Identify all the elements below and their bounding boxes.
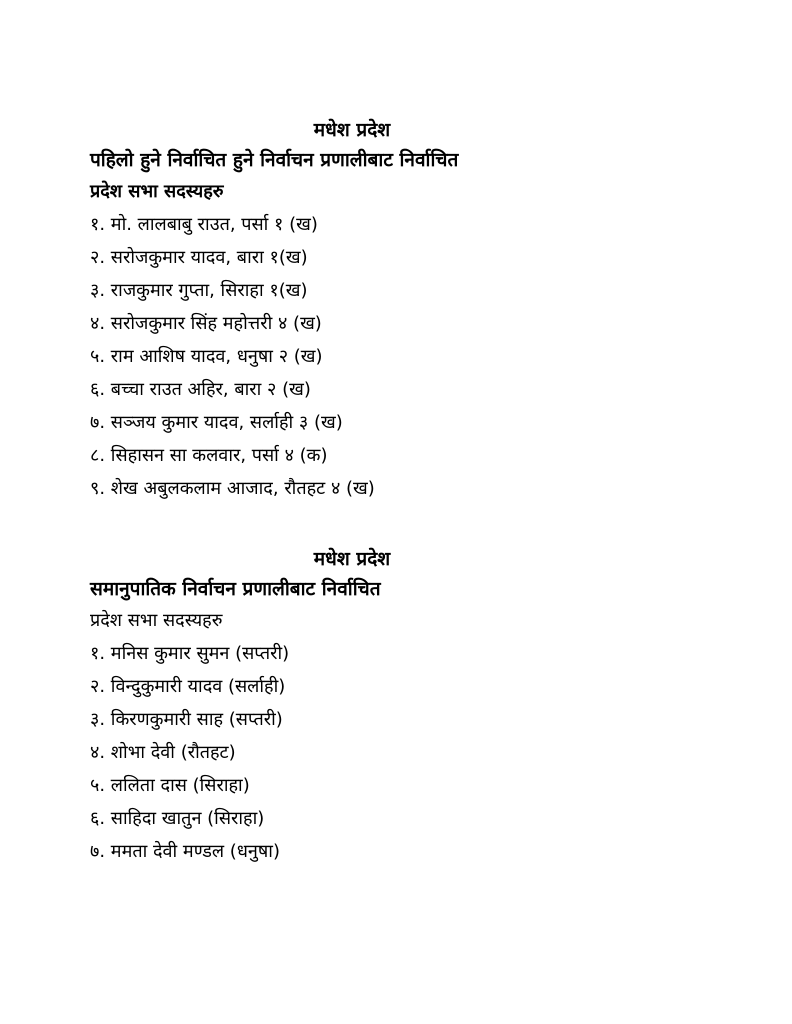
member-item: ३. राजकुमार गुप्ता, सिराहा १(ख) [90, 280, 308, 301]
election-method-heading: समानुपातिक निर्वाचन प्रणालीबाट निर्वाचित [90, 578, 381, 600]
member-item: ७. ममता देवी मण्डल (धनुषा) [90, 841, 280, 862]
members-heading: प्रदेश सभा सदस्यहरु [90, 181, 224, 202]
member-item: २. सरोजकुमार यादव, बारा १(ख) [90, 247, 308, 268]
member-item: ९. शेख अबुलकलाम आजाद, रौतहट ४ (ख) [90, 478, 375, 499]
province-title: मधेश प्रदेश [313, 119, 391, 141]
election-method-heading: पहिलो हुने निर्वाचित हुने निर्वाचन प्रणालीबाट निर्वाचित [90, 149, 459, 171]
member-item: ४. शोभा देवी (रौतहट) [90, 742, 236, 763]
member-item: ६. साहिदा खातुन (सिराहा) [90, 808, 265, 829]
member-item: १. मो. लालबाबु राउत, पर्सा १ (ख) [90, 214, 318, 235]
member-item: ६. बच्चा राउत अहिर, बारा २ (ख) [90, 379, 311, 400]
member-item: ५. राम आशिष यादव, धनुषा २ (ख) [90, 346, 323, 367]
member-item: २. विन्दुकुमारी यादव (सर्लाही) [90, 676, 286, 697]
fptp-member-list [90, 208, 730, 505]
province-title: मधेश प्रदेश [313, 548, 391, 570]
member-item: ५. ललिता दास (सिराहा) [90, 775, 250, 796]
members-heading: प्रदेश सभा सदस्यहरु [90, 610, 223, 631]
member-item: ४. सरोजकुमार सिंह महोत्तरी ४ (ख) [90, 313, 322, 334]
member-item: १. मनिस कुमार सुमन (सप्तरी) [90, 643, 290, 664]
member-item: ३. किरणकुमारी साह (सप्तरी) [90, 709, 283, 730]
pr-member-list [90, 637, 730, 868]
pr-section [90, 545, 730, 868]
member-item: ८. सिहासन सा कलवार, पर्सा ४ (क) [90, 445, 328, 466]
member-item: ७. सञ्जय कुमार यादव, सर्लाही ३ (ख) [90, 412, 343, 433]
fptp-section [90, 116, 730, 505]
